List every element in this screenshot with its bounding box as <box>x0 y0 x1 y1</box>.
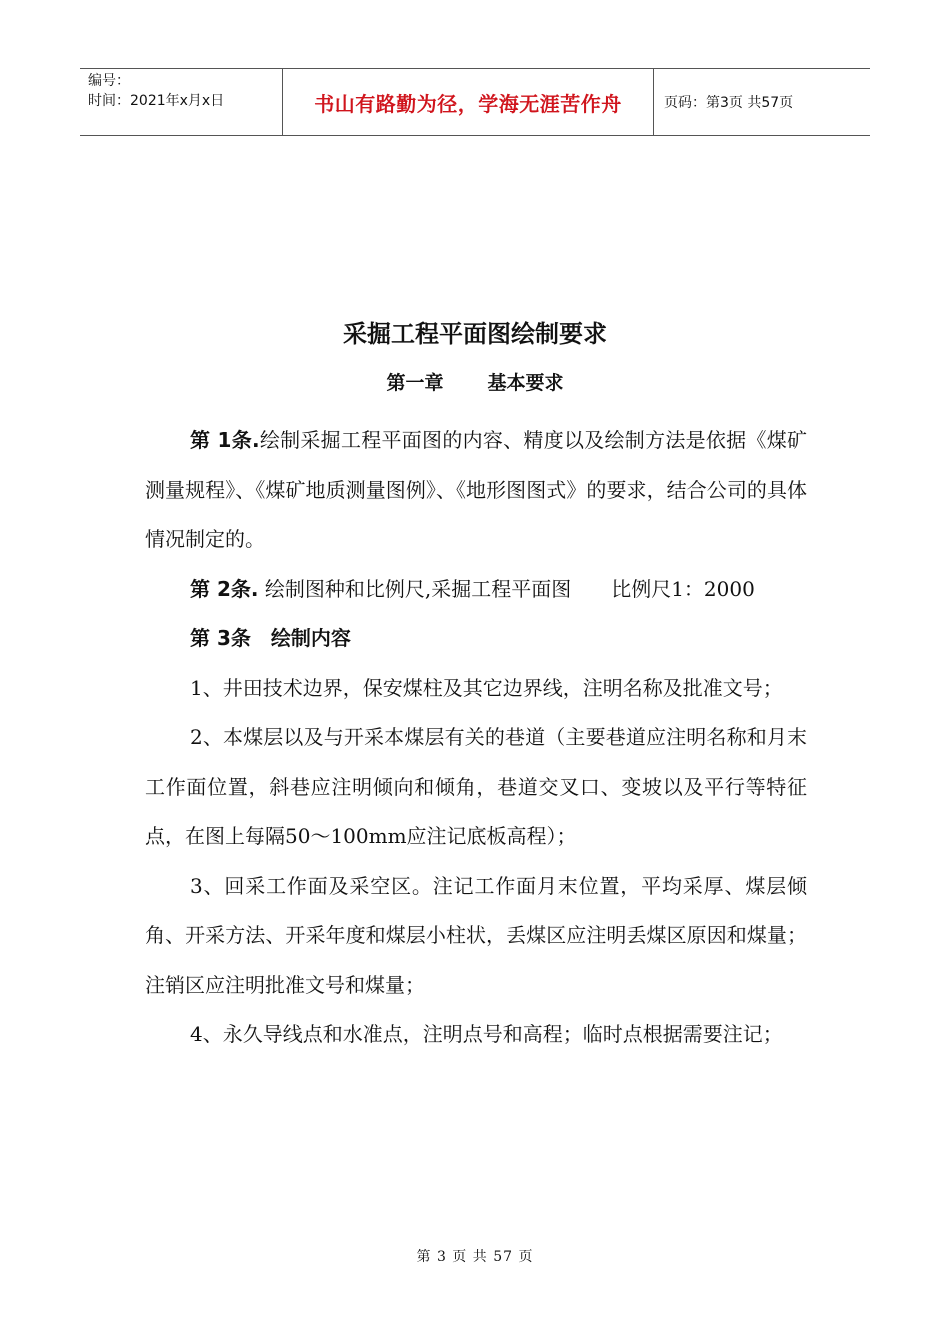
header-meta <box>80 69 282 135</box>
document-header <box>80 68 870 136</box>
chapter-name: 基本要求 <box>487 372 564 394</box>
header-page-info: 页码：第3页 共57页 <box>664 95 794 111</box>
header-motto: 书山有路勤为径，学海无涯苦作舟 <box>314 91 622 116</box>
page-footer: 第 3 页 共 57 页 <box>416 1249 534 1265</box>
list-item-4: 4、永久导线点和水准点，注明点号和高程；临时点根据需要注记； <box>190 1022 783 1046</box>
list-item-3: 3、回采工作面及采空区。注记工作面月末位置，平均采厚、煤层倾角、开采方法、开采年度和煤层小柱状，丢煤区应注明丢煤区原因和煤量；注销区应注明批准文号和煤量； <box>145 873 807 997</box>
list-item-2: 2、本煤层以及与开采本煤层有关的巷道（主要巷道应注明名称和月末工作面位置，斜巷应注明倾向和倾角，巷道交叉口、变坡以及平行等特征点，在图上每隔50～100mm应注记底板高程）； <box>145 725 807 848</box>
document-title: 采掘工程平面图绘制要求 <box>343 320 607 348</box>
article-1: 第 1条.绘制采掘工程平面图的内容、精度以及绘制方法是依据《煤矿测量规程》、《煤矿地质测量图例》、《地形图图式》的要求，结合公司的具体情况制定的。 <box>145 428 807 551</box>
header-motto-cell <box>282 69 654 135</box>
article-3: 第 3条 绘制内容 <box>190 626 351 650</box>
chapter-heading <box>0 368 950 395</box>
number-label: 编号： <box>88 73 130 89</box>
document-body <box>145 416 807 1060</box>
time-label: 时间：2021年x月x日 <box>88 93 225 109</box>
article-2: 第 2条. 绘制图种和比例尺,采掘工程平面图 比例尺1：2000 <box>190 576 755 601</box>
chapter-number: 第一章 <box>386 372 444 394</box>
list-item-1: 1、井田技术边界，保安煤柱及其它边界线，注明名称及批准文号； <box>190 675 783 700</box>
